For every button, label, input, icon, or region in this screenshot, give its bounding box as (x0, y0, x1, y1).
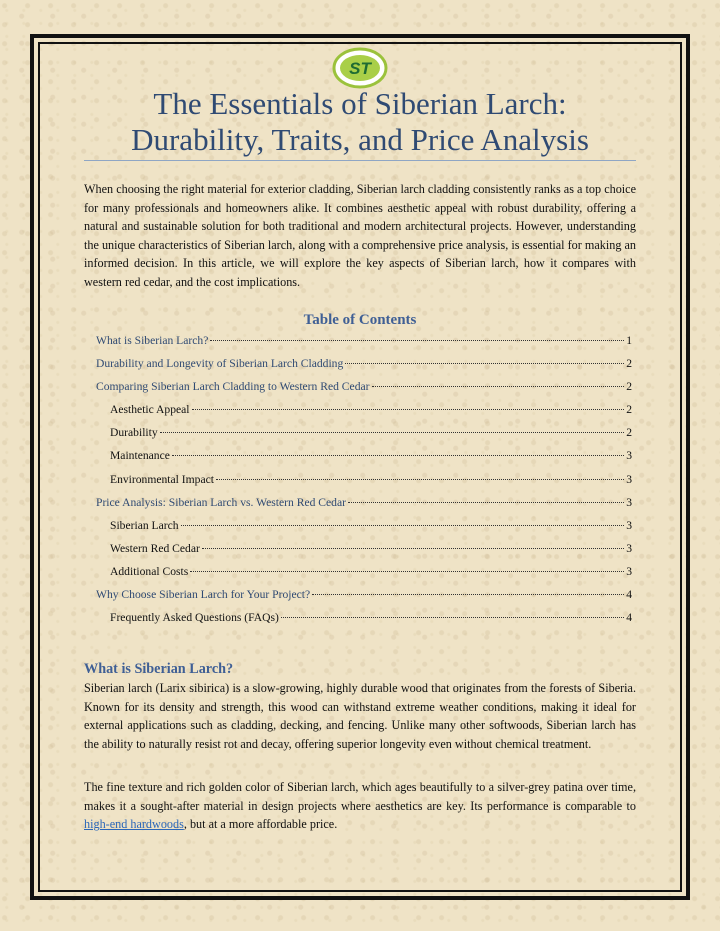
toc-leader (172, 455, 624, 456)
paragraph-text: , but at a more affordable price. (183, 817, 338, 832)
toc-item-label: Additional Costs (110, 564, 189, 578)
toc-item-label: Durability and Longevity of Siberian Larch Cladding (96, 357, 344, 371)
toc-leader (345, 363, 624, 364)
toc-item-label: Western Red Cedar (110, 541, 200, 555)
title-divider (84, 160, 636, 161)
toc-item-label: Environmental Impact (110, 472, 214, 486)
logo-text: ST (349, 59, 371, 78)
toc-page-number: 2 (626, 380, 632, 394)
toc-page-number: 2 (626, 403, 632, 417)
toc-leader (192, 409, 625, 410)
toc-item-label: Siberian Larch (110, 518, 179, 532)
toc-item-label: What is Siberian Larch? (96, 334, 209, 347)
toc-item[interactable] (96, 518, 632, 541)
section-heading: What is Siberian Larch? (84, 661, 234, 677)
title-line-1: The Essentials of Siberian Larch: (153, 86, 567, 121)
toc-item[interactable] (96, 379, 632, 402)
toc-page-number: 4 (626, 611, 632, 625)
body-paragraph: Siberian larch (Larix sibirica) is a slow-growing, highly durable wood that originates from the forests of Siberia. Known for its density and strength, this wood can withstand extreme weather conditions, making it ideal for external applications such as cladding, decking, and fencing. Unlike many other softwoods, Siberian larch has the ability to naturally resist rot and decay, offering superior longevity even without chemical treatment. (84, 681, 636, 751)
toc-item[interactable] (96, 564, 632, 587)
toc-item[interactable] (96, 610, 632, 633)
toc-page-number: 4 (626, 588, 632, 602)
hardwoods-link[interactable]: high-end hardwoods (84, 817, 184, 832)
toc-page-number: 3 (626, 472, 632, 486)
toc-item-label: Durability (110, 426, 158, 440)
body-paragraph (84, 778, 636, 834)
table-of-contents (96, 333, 632, 633)
toc-leader (348, 502, 624, 503)
page-title (84, 86, 636, 158)
company-logo (332, 46, 388, 90)
toc-item[interactable] (96, 402, 632, 425)
toc-leader (160, 432, 625, 433)
toc-page-number: 3 (626, 449, 632, 463)
toc-item-label: Why Choose Siberian Larch for Your Project? (96, 588, 311, 602)
toc-leader (181, 525, 625, 526)
toc-item-label: Price Analysis: Siberian Larch vs. Western Red Cedar (96, 495, 346, 509)
toc-leader (216, 479, 624, 480)
toc-item[interactable] (96, 448, 632, 471)
toc-item[interactable] (96, 495, 632, 518)
toc-heading: Table of Contents (303, 312, 417, 328)
toc-item[interactable] (96, 587, 632, 610)
toc-item-label: Comparing Siberian Larch Cladding to Western Red Cedar (96, 380, 370, 394)
toc-leader (210, 340, 624, 341)
intro-paragraph: When choosing the right material for exterior cladding, Siberian larch cladding consistently ranks as a top choice for many professionals and homeowners alike. It combines aesthetic appeal with robust durability, offering a natural and sustainable solution for both traditional and modern architectural projects. However, understanding the unique characteristics of Siberian larch, along with a comprehensive price analysis, is essential for making an informed decision. In this article, we will explore the key aspects of Siberian larch, how it compares with western red cedar, and the cost implications. (84, 182, 636, 289)
toc-item[interactable] (96, 472, 632, 495)
toc-page-number: 2 (626, 426, 632, 440)
toc-item[interactable] (96, 541, 632, 564)
toc-item[interactable] (96, 333, 632, 356)
toc-item-label: Frequently Asked Questions (FAQs) (110, 611, 279, 625)
toc-item[interactable] (96, 425, 632, 448)
toc-item-label: Maintenance (110, 449, 170, 463)
toc-page-number: 1 (626, 334, 632, 347)
toc-leader (312, 594, 624, 595)
toc-page-number: 3 (626, 564, 632, 578)
toc-leader (190, 571, 624, 572)
toc-item-label: Aesthetic Appeal (110, 403, 190, 417)
toc-page-number: 3 (626, 541, 632, 555)
toc-leader (281, 617, 624, 618)
toc-item[interactable] (96, 356, 632, 379)
toc-page-number: 2 (626, 357, 632, 371)
paragraph-text: The fine texture and rich golden color of Siberian larch, which ages beautifully to a silver-grey patina over time, makes it a sought-after material in design projects where aesthetics are key. Its performance is comparable to (84, 780, 636, 813)
toc-leader (372, 386, 625, 387)
title-line-2: Durability, Traits, and Price Analysis (131, 122, 589, 157)
toc-page-number: 3 (626, 495, 632, 509)
toc-leader (202, 548, 624, 549)
toc-page-number: 3 (626, 518, 632, 532)
